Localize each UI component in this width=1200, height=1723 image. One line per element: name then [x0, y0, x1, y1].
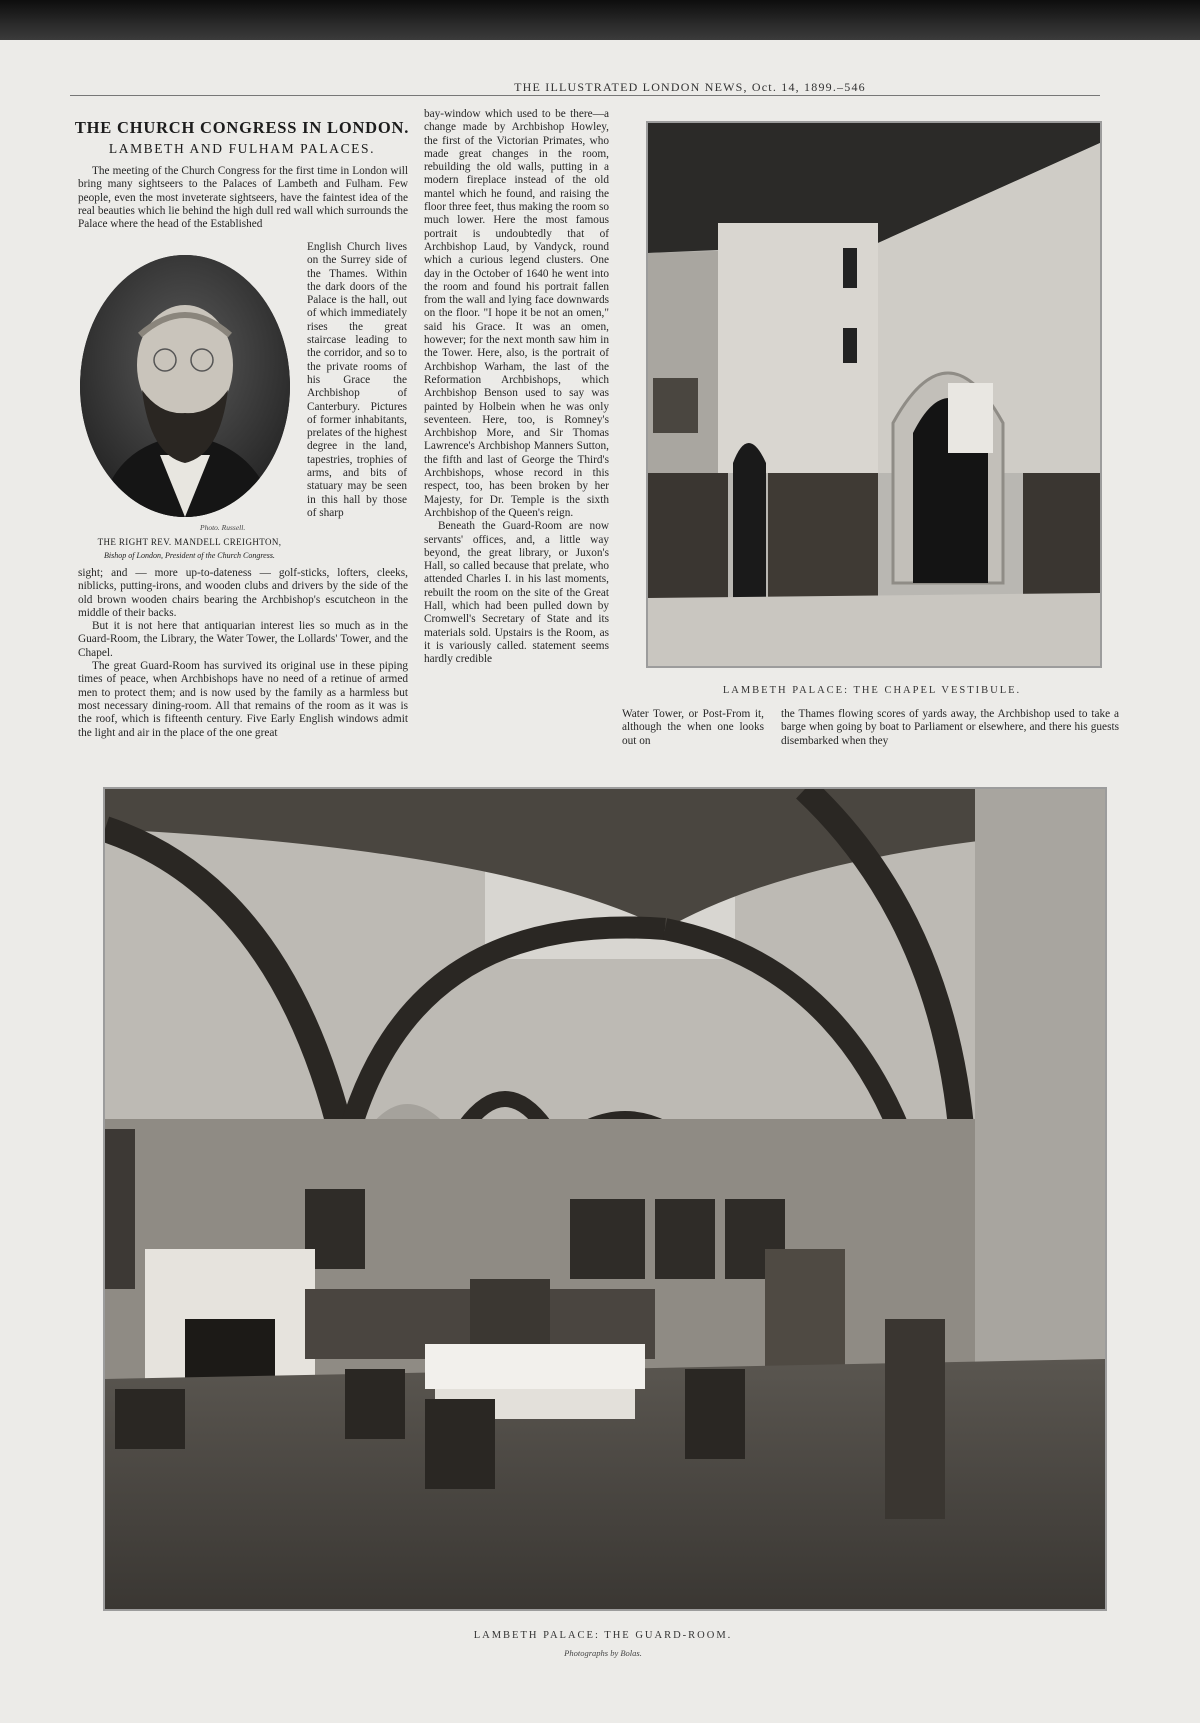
article-subtitle: LAMBETH AND FULHAM PALACES.: [108, 141, 376, 156]
paragraph: Beneath the Guard-Room are now servants' offices, and, a little way beyond, the great library, or Juxon's Hall, so called because that prelate, who attended Charles I. in his last moments, rebuilt the room on the site of the Great Hall, which had been pulled down by Cromwell's Secretary of State and its materials sold. Upstairs is the Room, as it is variously called. statement seems hardly credible: [424, 520, 609, 666]
chapel-vestibule-photo: [646, 121, 1102, 668]
header-rule: [70, 95, 1100, 96]
guard-room-caption: LAMBETH PALACE: THE GUARD-ROOM.: [473, 1630, 733, 1641]
running-head: THE ILLUSTRATED LONDON NEWS, Oct. 14, 1899.–546: [514, 80, 866, 94]
bishop-portrait-image: [80, 255, 290, 517]
photo-credit: Photographs by Bolas.: [564, 1648, 642, 1658]
column-one-body: [78, 567, 408, 740]
column-three-body: [622, 708, 764, 748]
guard-room-image: [105, 789, 1105, 1609]
narrow-column-text: English Church lives on the Surrey side of the Thames. Within the dark doors of the Palace is the hall, out of which immediately rises the great staircase leading to the corridor, and so to the private rooms of his Grace the Archbishop of Canterbury. Pictures of former inhabitants, prelates of the highest degree in the land, tapestries, trophies of arms, and bits of statuary may be seen in this hall by those of sharp: [307, 241, 407, 519]
paragraph: Water Tower, or Post-From it, although the when one looks out on: [622, 708, 764, 747]
lead-text: The meeting of the Church Congress for the first time in London will bring many sightseers to the Palaces of Lambeth and Fulham. Few people, even the most inveterate sightseers, have the faintest idea of the real beauties which lie behind the high dull red wall which surrounds the Palace where the head of the Established: [78, 165, 408, 231]
chapel-vestibule-image: [648, 123, 1100, 666]
narrow-column: [307, 241, 407, 520]
article-title: THE CHURCH CONGRESS IN LONDON.: [74, 118, 410, 137]
column-four-body: [781, 708, 1119, 748]
scan-top-edge: [0, 0, 1200, 40]
guard-room-photo: [103, 787, 1107, 1611]
chapel-photo-caption: LAMBETH PALACE: THE CHAPEL VESTIBULE.: [722, 685, 1022, 696]
paragraph: sight; and — more up-to-dateness — golf-sticks, lofters, cleeks, niblicks, putting-irons, and wooden clubs and drivers by the side of the old brown wooden chairs bearing the Archbishop's escutcheon in the middle of their backs.: [78, 567, 408, 619]
portrait-photo: [80, 255, 295, 520]
paragraph: But it is not here that antiquarian interest lies so much as in the Guard-Room, the Library, the Water Tower, the Lollards' Tower, and the Chapel.: [78, 620, 408, 659]
portrait-caption-name: THE RIGHT REV. MANDELL CREIGHTON,: [97, 537, 282, 547]
column-two-body: [424, 108, 609, 666]
lead-paragraph: [78, 165, 408, 231]
paragraph: bay-window which used to be there—a change made by Archbishop Howley, the first of the Victorian Primates, who made great changes in the room, rebuilding the old walls, putting in a modern fireplace instead of the old mantel which he found, and raising the floor three feet, thus making the room so much lower. Here the most famous portrait is undoubtedly that of Archbishop Laud, by Vandyck, round which a curious legend clusters. One day in the October of 1640 he went into the room and found his portrait fallen from the wall and lying face downwards on the floor. "I hope it be not an omen," said his Grace. It was an omen, however; for the next month saw him in the Tower. Here, also, is the portrait of Archbishop Warham, the last of the Reformation Archbishops, which Archbishop Benson used to say was painted by Holbein when he was only seventeen. Here, too, is Romney's Archbishop More, and Sir Thomas Lawrence's Archbishop Manners Sutton, the fifth and last of George the Third's Archbishops, whose record in this respect, too, has been broken by her Majesty, for Dr. Temple is the sixth Archbishop of the Queen's reign.: [424, 108, 609, 519]
portrait-photo-credit: Photo. Russell.: [200, 523, 246, 532]
paragraph: the Thames flowing scores of yards away, the Archbishop used to take a barge when going by boat to Parliament or elsewhere, and there his guests disembarked when they: [781, 708, 1119, 747]
portrait-caption-role: Bishop of London, President of the Church Congress.: [104, 551, 275, 560]
paragraph: The great Guard-Room has survived its original use in these piping times of peace, when Archbishops have no need of a retinue of armed men to protect them; and is now used by the family as a harmless but most necessary dining-room. All that remains of the room as it was is the roof, which is fifteenth century. Five Early English windows admit the light and air in the place of the one great: [78, 660, 408, 739]
